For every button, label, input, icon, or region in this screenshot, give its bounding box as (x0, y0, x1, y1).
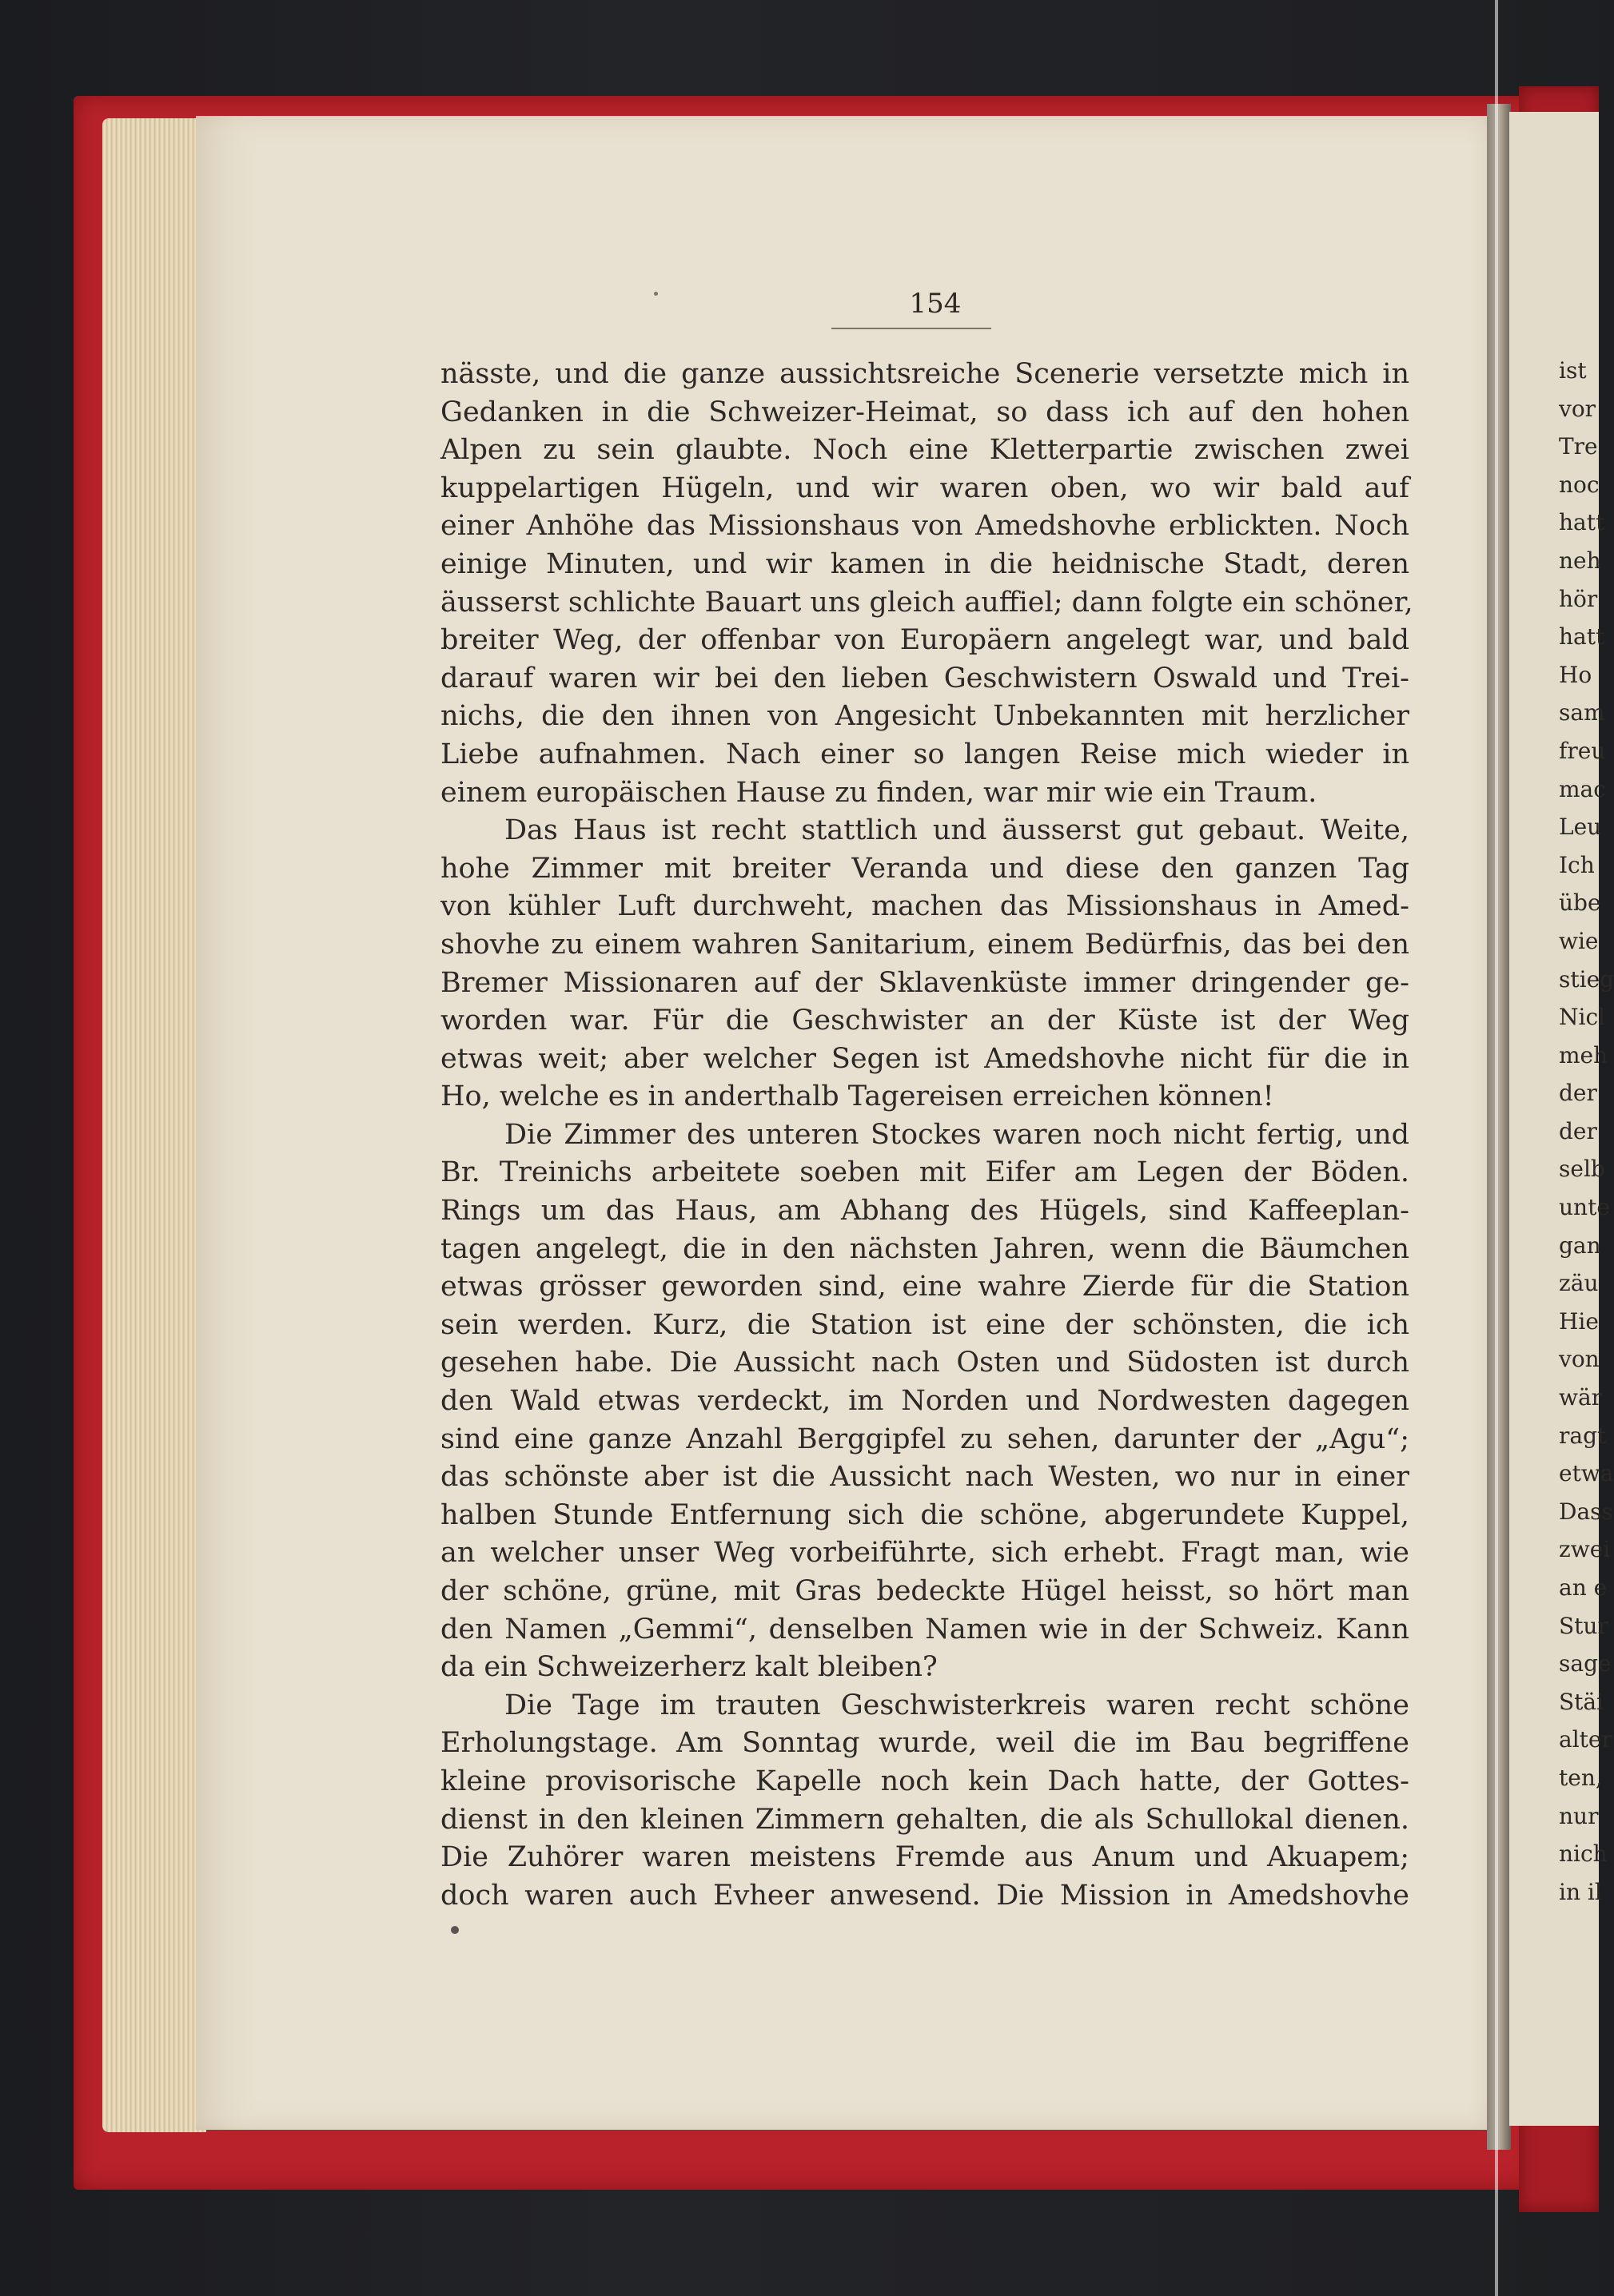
next-page-fragment: Ich (1559, 851, 1595, 878)
text-line: von kühler Luft durchweht, machen das Missionshaus in Amed- (440, 890, 1409, 923)
text-line: breiter Weg, der offenbar von Europäern angelegt war, und bald (440, 624, 1409, 657)
paper-speck (654, 292, 658, 296)
next-page-fragment: Dass (1559, 1498, 1613, 1525)
page-edges (102, 118, 206, 2132)
next-page-fragment: Stäi (1559, 1688, 1604, 1715)
text-line: worden war. Für die Geschwister an der Küste ist der Weg (440, 1005, 1409, 1037)
next-page-fragment: freu (1559, 737, 1606, 764)
text-line: doch waren auch Evheer anwesend. Die Mission in Amedshovhe (440, 1879, 1409, 1912)
next-page-fragment: hatt (1559, 623, 1605, 651)
body-text (440, 356, 1413, 1915)
text-line: etwas grösser geworden sind, eine wahre Zierde für die Station (440, 1271, 1409, 1303)
text-line: hohe Zimmer mit breiter Veranda und diese den ganzen Tag (440, 852, 1409, 885)
next-page-fragment: sage (1559, 1650, 1612, 1677)
next-page-fragment: ragt (1559, 1422, 1607, 1449)
next-page-fragment: wie (1559, 927, 1599, 954)
text-line: sein werden. Kurz, die Station ist eine der schönsten, die ich (440, 1308, 1409, 1341)
next-page-fragment: neh (1559, 547, 1601, 574)
text-line: Die Zuhörer waren meistens Fremde aus Anum und Akuapem; (440, 1841, 1409, 1874)
next-page-fragment: etwa (1559, 1460, 1614, 1487)
text-line: etwas weit; aber welcher Segen ist Amedshovhe nicht für die in (440, 1042, 1409, 1075)
text-line: Die Zimmer des unteren Stockes waren noch nicht fertig, und (504, 1118, 1409, 1151)
next-page-fragment: ist (1559, 357, 1587, 384)
next-page-fragment: Stur (1559, 1612, 1608, 1639)
next-page-fragment: sam (1559, 699, 1605, 726)
text-line: kuppelartigen Hügeln, und wir waren oben, wo wir bald auf (440, 472, 1409, 504)
text-line: Gedanken in die Schweizer-Heimat, so dass ich auf den hohen (440, 396, 1409, 428)
next-page-fragment: vor (1559, 395, 1596, 422)
next-page-fragment: Tre (1559, 433, 1598, 460)
text-line: kleine provisorische Kapelle noch kein Dach hatte, der Gottes- (440, 1765, 1409, 1797)
text-line: Bremer Missionaren auf der Sklavenküste immer dringender ge- (440, 966, 1409, 999)
text-line: einige Minuten, und wir kamen in die heidnische Stadt, deren (440, 547, 1409, 580)
next-page-fragment: in il (1559, 1878, 1602, 1905)
next-page-fragment: stieg (1559, 965, 1614, 993)
next-page-fragment: wär (1559, 1384, 1603, 1411)
text-line: nässte, und die ganze aussichtsreiche Scenerie versetzte mich in (440, 358, 1409, 390)
next-page-fragment: zwei (1559, 1536, 1611, 1563)
next-page-fragment: unte (1559, 1194, 1610, 1221)
text-line: einem europäischen Hause zu finden, war mir wie ein Traum. (440, 776, 1317, 809)
next-page-fragment: nur (1559, 1802, 1599, 1829)
next-page-fragment: von (1559, 1346, 1600, 1373)
next-page-fragment: gan (1559, 1232, 1601, 1259)
text-line: Rings um das Haus, am Abhang des Hügels, sind Kaffeeplan- (440, 1195, 1409, 1228)
text-line: dienst in den kleinen Zimmern gehalten, die als Schullokal dienen. (440, 1803, 1409, 1836)
text-line: gesehen habe. Die Aussicht nach Osten und Südosten ist durch (440, 1347, 1409, 1379)
text-line: nichs, die den ihnen von Angesicht Unbekannten mit herzlicher (440, 700, 1409, 733)
text-line: an welcher unser Weg vorbeiführte, sich erhebt. Fragt man, wie (440, 1537, 1409, 1570)
next-page-fragment: Leu (1559, 814, 1602, 841)
text-line: shovhe zu einem wahren Sanitarium, einem Bedürfnis, das bei den (440, 928, 1409, 961)
text-line: Br. Treinichs arbeitete soeben mit Eifer am Legen der Böden. (440, 1156, 1409, 1189)
text-line: tagen angelegt, die in den nächsten Jahren, wenn die Bäumchen (440, 1232, 1409, 1265)
text-line: den Namen „Gemmi“, denselben Namen wie in der Schweiz. Kann (440, 1613, 1409, 1645)
next-page-text (1559, 352, 1614, 1911)
page-number: 154 (909, 288, 962, 320)
text-line: Liebe aufnahmen. Nach einer so langen Reise mich wieder in (440, 738, 1409, 770)
text-line: darauf waren wir bei den lieben Geschwistern Oswald und Trei- (440, 662, 1409, 694)
page-number-rule (831, 328, 991, 329)
text-line: äusserst schlichte Bauart uns gleich auffiel; dann folgte ein schöner, (440, 586, 1413, 619)
text-line: Das Haus ist recht stattlich und äusserst gut gebaut. Weite, (504, 814, 1409, 847)
text-line: halben Stunde Entfernung sich die schöne, abgerundete Kuppel, (440, 1498, 1409, 1531)
text-line: sind eine ganze Anzahl Berggipfel zu sehen, darunter der „Agu“; (440, 1423, 1409, 1455)
next-page-fragment: Ho (1559, 661, 1592, 688)
text-line: Ho, welche es in anderthalb Tagereisen erreichen können! (440, 1080, 1274, 1113)
text-line: Erholungstage. Am Sonntag wurde, weil die im Bau begriffene (440, 1727, 1409, 1760)
next-page-fragment: ten, (1559, 1764, 1603, 1791)
next-page-fragment: selb (1559, 1156, 1605, 1183)
next-page-fragment: Nicl (1559, 1004, 1606, 1031)
glass-glare (1495, 0, 1498, 2296)
next-page-fragment: übe (1559, 889, 1601, 917)
next-page-fragment: der (1559, 1080, 1597, 1107)
next-page-fragment: meh (1559, 1041, 1608, 1068)
text-line: da ein Schweizerherz kalt bleiben? (440, 1651, 938, 1684)
next-page-fragment: Hie (1559, 1307, 1599, 1335)
next-page-fragment: alter (1559, 1726, 1612, 1753)
next-page-fragment: der (1559, 1117, 1597, 1144)
text-line: einer Anhöhe das Missionshaus von Amedshovhe erblickten. Noch (440, 510, 1409, 543)
next-page-fragment: hör (1559, 585, 1598, 612)
text-line: der schöne, grüne, mit Gras bedeckte Hügel heisst, so hört man (440, 1575, 1409, 1607)
text-line: Die Tage im trauten Geschwisterkreis waren recht schöne (504, 1689, 1409, 1721)
next-page-fragment: mac (1559, 775, 1606, 802)
next-page-fragment: hatt (1559, 509, 1605, 536)
text-line: das schönste aber ist die Aussicht nach Westen, wo nur in einer (440, 1461, 1409, 1494)
next-page-fragment: nich (1559, 1840, 1608, 1868)
text-line: Alpen zu sein glaubte. Noch eine Kletterpartie zwischen zwei (440, 434, 1409, 467)
next-page-fragment: an e (1559, 1574, 1608, 1601)
next-page-fragment: zäu (1559, 1270, 1599, 1297)
book-gutter (1487, 104, 1511, 2150)
ink-dot (451, 1926, 459, 1934)
next-page-fragment: noc (1559, 471, 1600, 498)
text-line: den Wald etwas verdeckt, im Norden und Nordwesten dagegen (440, 1385, 1409, 1418)
